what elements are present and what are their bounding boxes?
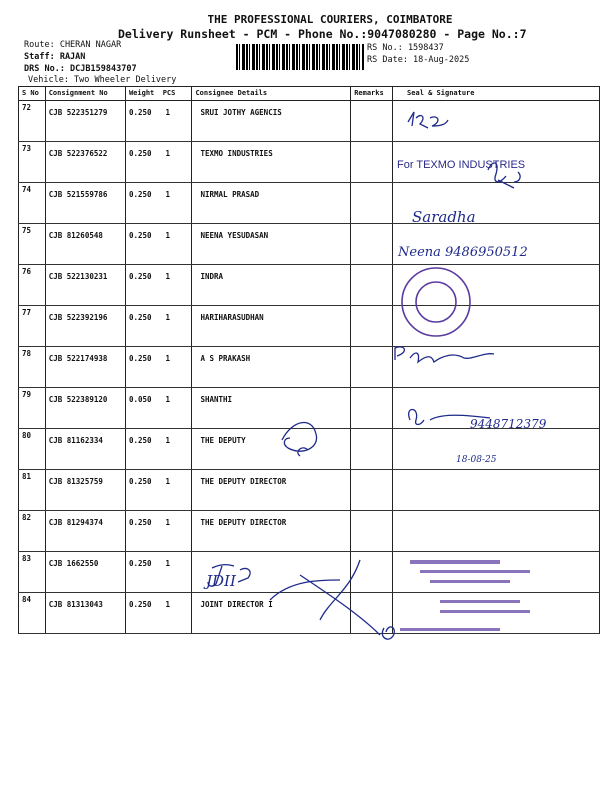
cell-consignment: CJB 81325759 [45, 470, 125, 511]
signature-80-phone: 9448712379 [470, 417, 547, 431]
cell-pcs: 1 [165, 518, 171, 527]
header-seal: Seal & Signature [393, 87, 600, 101]
cell-consignment: CJB 522130231 [45, 265, 125, 306]
cell-consignment: CJB 81162334 [45, 429, 125, 470]
cell-sno: 74 [19, 183, 46, 224]
table-row [19, 347, 600, 388]
cell-consignment: CJB 521559786 [45, 183, 125, 224]
cell-seal [393, 511, 600, 552]
cell-pcs: 1 [165, 559, 171, 568]
signature-74-text: Saradha [412, 208, 476, 226]
cell-weight: 0.250 [128, 149, 152, 158]
cell-weight: 0.250 [128, 559, 152, 568]
cell-weight: 0.250 [128, 518, 152, 527]
cell-consignee: HARIHARASUDHAN [192, 306, 351, 347]
rs-number: RS No.: 1598437 [367, 43, 444, 53]
cell-weight: 0.250 [128, 231, 152, 240]
cell-weight-pcs [125, 183, 192, 224]
cell-weight-pcs [125, 470, 192, 511]
cell-consignee: NIRMAL PRASAD [192, 183, 351, 224]
cell-sno: 83 [19, 552, 46, 593]
date-81: 18-08-25 [456, 455, 497, 465]
cell-seal [393, 101, 600, 142]
cell-consignment: CJB 522174938 [45, 347, 125, 388]
table-row [19, 511, 600, 552]
cell-pcs: 1 [165, 395, 171, 404]
cell-seal [393, 429, 600, 470]
cell-weight: 0.250 [128, 600, 152, 609]
cell-weight-pcs [125, 224, 192, 265]
cell-sno: 79 [19, 388, 46, 429]
cell-consignee: THE DEPUTY [192, 429, 351, 470]
cell-sno: 84 [19, 593, 46, 634]
cell-pcs: 1 [165, 231, 171, 240]
header-weight: Weight [128, 89, 155, 97]
table-row [19, 388, 600, 429]
cell-remarks [351, 593, 393, 634]
cell-remarks [351, 552, 393, 593]
cell-weight-pcs [125, 101, 192, 142]
cell-seal [393, 347, 600, 388]
rs-date: RS Date: 18-Aug-2025 [367, 55, 470, 65]
header-consignee: Consignee Details [192, 87, 351, 101]
header-remarks: Remarks [351, 87, 393, 101]
cell-seal [393, 388, 600, 429]
cell-pcs: 1 [165, 108, 171, 117]
cell-weight-pcs [125, 265, 192, 306]
cell-pcs: 1 [165, 436, 171, 445]
signature-83-text: JDII [206, 572, 236, 590]
cell-weight: 0.050 [128, 395, 152, 404]
cell-consignee: TEXMO INDUSTRIES [192, 142, 351, 183]
cell-consignee: THE DEPUTY DIRECTOR [192, 511, 351, 552]
cell-sno: 72 [19, 101, 46, 142]
cell-weight-pcs [125, 429, 192, 470]
cell-remarks [351, 306, 393, 347]
cell-consignment: CJB 81313043 [45, 593, 125, 634]
cell-sno: 82 [19, 511, 46, 552]
cell-remarks [351, 142, 393, 183]
table-row [19, 142, 600, 183]
cell-pcs: 1 [165, 313, 171, 322]
cell-weight: 0.250 [128, 108, 152, 117]
table-row [19, 552, 600, 593]
cell-remarks [351, 388, 393, 429]
cell-weight: 0.250 [128, 272, 152, 281]
cell-consignment: CJB 522351279 [45, 101, 125, 142]
table-row [19, 470, 600, 511]
cell-sno: 80 [19, 429, 46, 470]
vehicle: Vehicle: Two Wheeler Delivery [28, 75, 177, 85]
cell-seal [393, 224, 600, 265]
runsheet-table [18, 86, 600, 634]
cell-consignment: CJB 522376522 [45, 142, 125, 183]
cell-consignee: THE DEPUTY DIRECTOR [192, 470, 351, 511]
header-weight-pcs [125, 87, 192, 101]
table-row [19, 101, 600, 142]
cell-remarks [351, 470, 393, 511]
cell-consignee: SHANTHI [192, 388, 351, 429]
cell-pcs: 1 [165, 354, 171, 363]
cell-seal [393, 306, 600, 347]
cell-weight: 0.250 [128, 477, 152, 486]
cell-consignee: A S PRAKASH [192, 347, 351, 388]
cell-consignee: NEENA YESUDASAN [192, 224, 351, 265]
cell-weight: 0.250 [128, 313, 152, 322]
cell-pcs: 1 [165, 272, 171, 281]
header-consignment: Consignment No [45, 87, 125, 101]
table-row [19, 183, 600, 224]
cell-pcs: 1 [165, 477, 171, 486]
cell-consignment: CJB 522389120 [45, 388, 125, 429]
cell-weight: 0.250 [128, 354, 152, 363]
cell-seal [393, 593, 600, 634]
cell-weight: 0.250 [128, 190, 152, 199]
cell-weight-pcs [125, 306, 192, 347]
cell-weight-pcs [125, 552, 192, 593]
cell-sno: 75 [19, 224, 46, 265]
table-row [19, 224, 600, 265]
document-subtitle: Delivery Runsheet - PCM - Phone No.:9047080280 - Page No.:7 [118, 27, 527, 41]
cell-remarks [351, 101, 393, 142]
cell-weight: 0.250 [128, 436, 152, 445]
cell-weight-pcs [125, 142, 192, 183]
cell-consignment: CJB 81294374 [45, 511, 125, 552]
cell-seal [393, 552, 600, 593]
cell-pcs: 1 [165, 190, 171, 199]
cell-sno: 78 [19, 347, 46, 388]
table-header-row [19, 87, 600, 101]
document-title: THE PROFESSIONAL COURIERS, COIMBATORE [207, 13, 453, 26]
cell-seal [393, 265, 600, 306]
cell-remarks [351, 511, 393, 552]
cell-weight-pcs [125, 511, 192, 552]
barcode [236, 44, 364, 70]
cell-remarks [351, 347, 393, 388]
route: Route: CHERAN NAGAR [24, 40, 122, 50]
table-row [19, 429, 600, 470]
cell-pcs: 1 [165, 149, 171, 158]
cell-consignee: SRUI JOTHY AGENCIS [192, 101, 351, 142]
cell-sno: 76 [19, 265, 46, 306]
header-sno: S No [19, 87, 46, 101]
cell-weight-pcs [125, 593, 192, 634]
cell-consignment: CJB 1662550 [45, 552, 125, 593]
cell-consignment: CJB 81260548 [45, 224, 125, 265]
header-pcs: PCS [162, 89, 176, 97]
cell-seal [393, 142, 600, 183]
cell-weight-pcs [125, 388, 192, 429]
table-row [19, 593, 600, 634]
cell-consignee: JOINT DIRECTOR I [192, 593, 351, 634]
cell-weight-pcs [125, 347, 192, 388]
table-row [19, 306, 600, 347]
staff: Staff: RAJAN [24, 52, 86, 62]
cell-seal [393, 470, 600, 511]
cell-sno: 73 [19, 142, 46, 183]
cell-pcs: 1 [165, 600, 171, 609]
cell-consignee: INDRA [192, 265, 351, 306]
table-row [19, 265, 600, 306]
cell-remarks [351, 224, 393, 265]
stamp-texmo: For TEXMO INDUSTRIES [397, 159, 526, 171]
cell-remarks [351, 429, 393, 470]
cell-seal [393, 183, 600, 224]
drs-number: DRS No.: DCJB159843707 [24, 64, 137, 74]
cell-consignment: CJB 522392196 [45, 306, 125, 347]
cell-sno: 81 [19, 470, 46, 511]
cell-sno: 77 [19, 306, 46, 347]
cell-remarks [351, 265, 393, 306]
signature-75: Neena 9486950512 [398, 245, 528, 260]
cell-consignee [192, 552, 351, 593]
cell-remarks [351, 183, 393, 224]
